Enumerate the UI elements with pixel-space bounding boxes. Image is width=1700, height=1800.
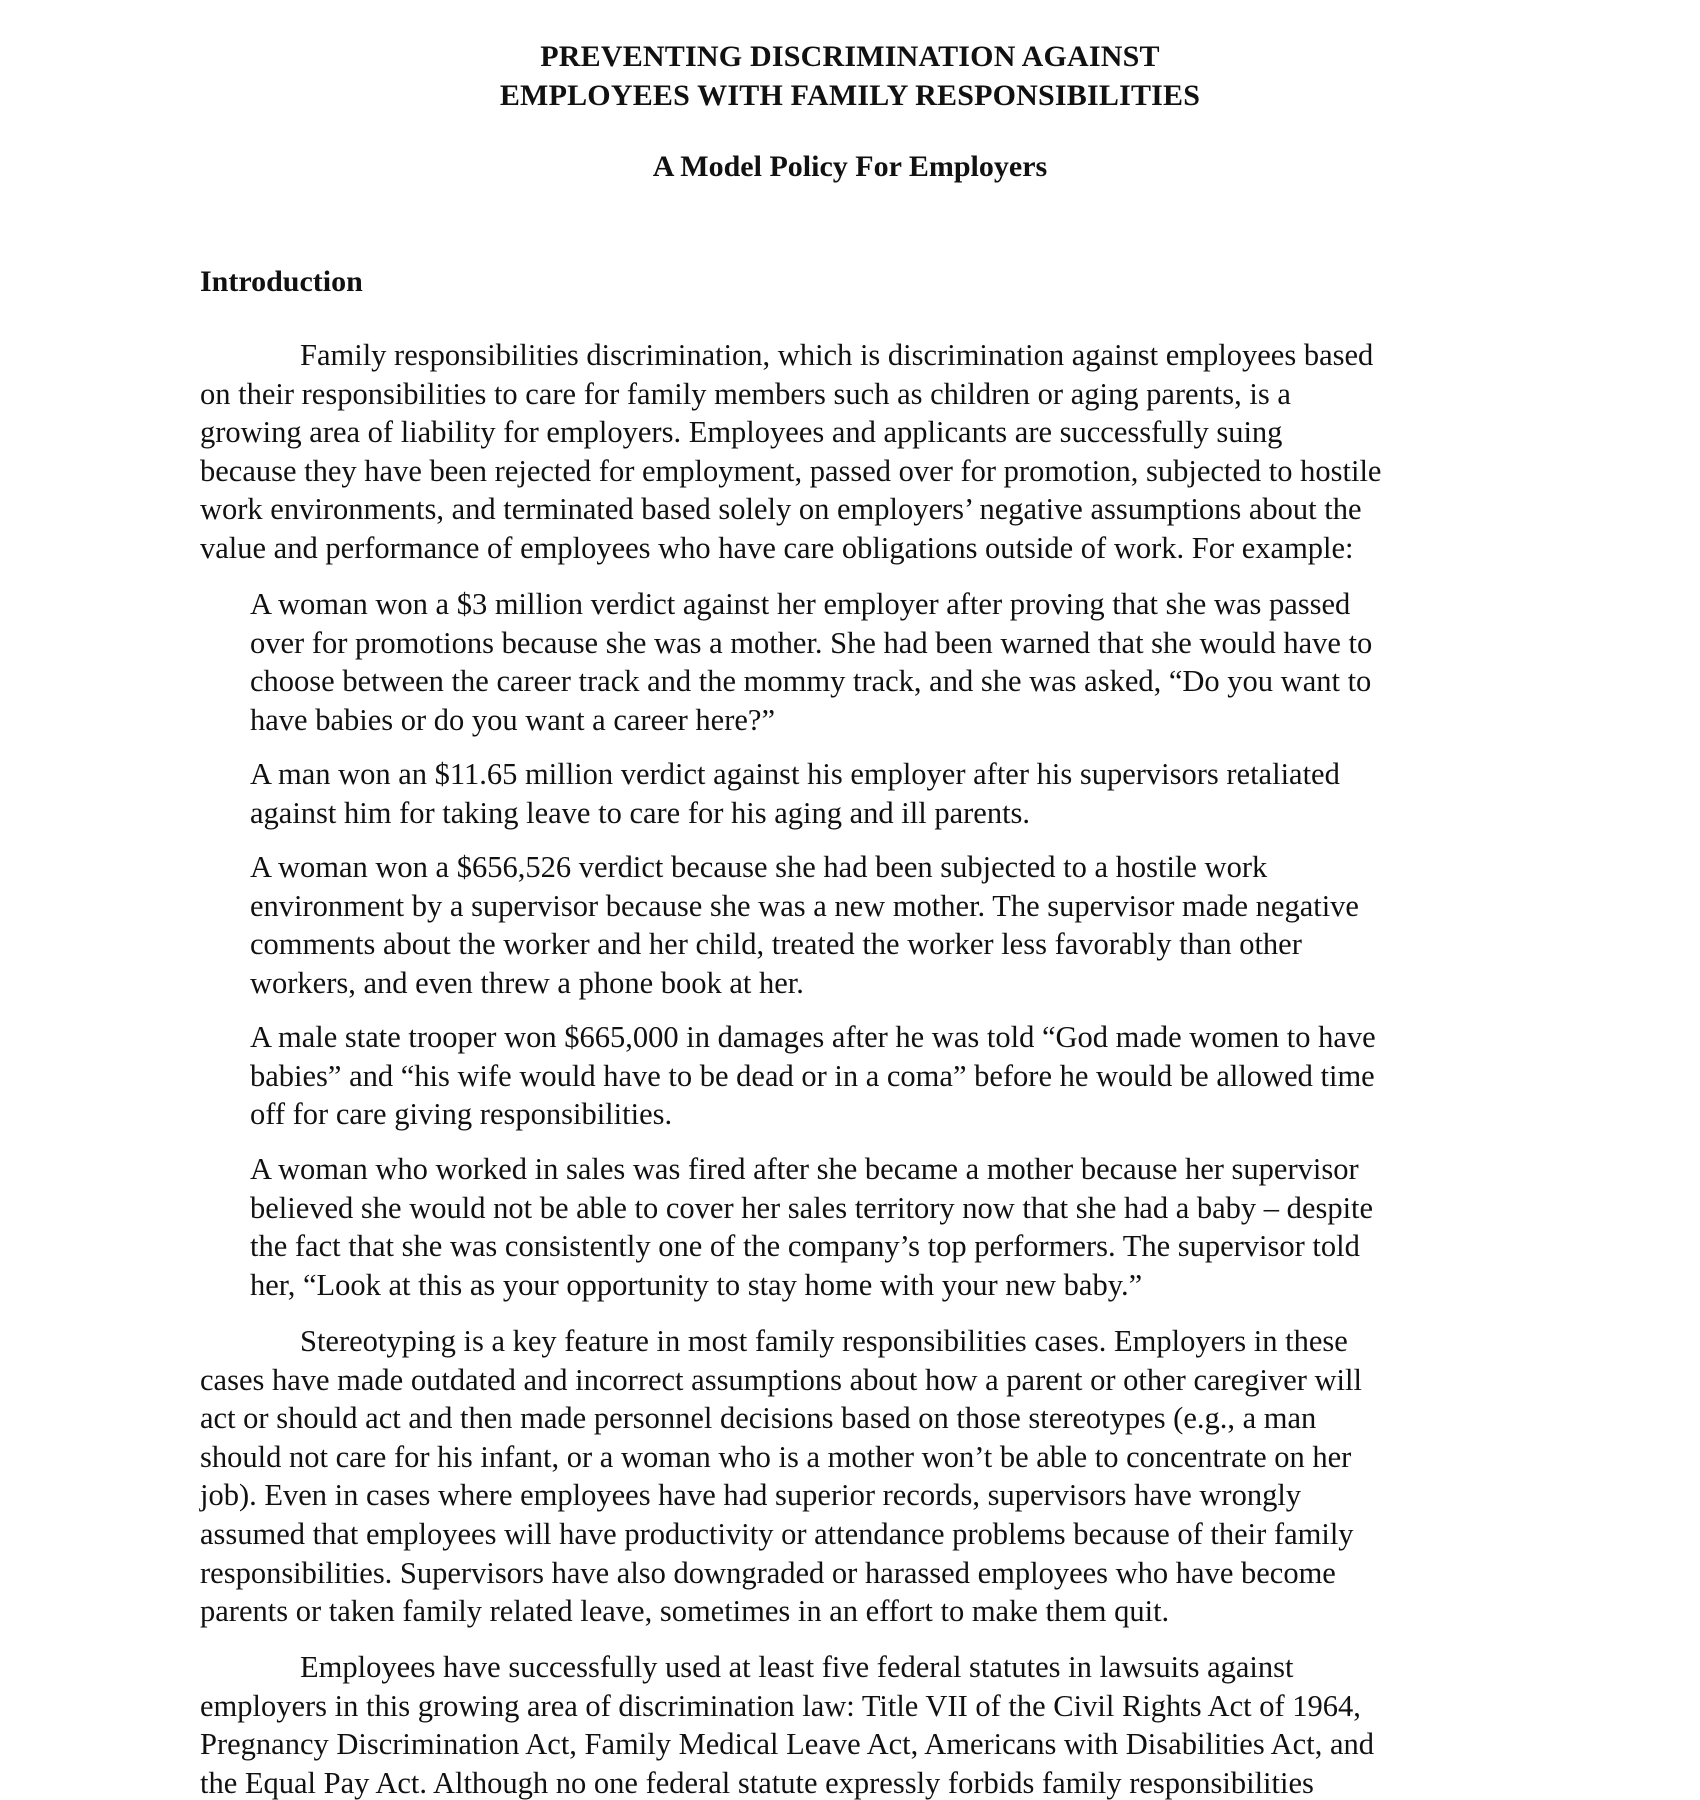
paragraph-line: babies” and “his wife would have to be dead or in a coma” before he would be allowed time [250,1058,1375,1093]
paragraph-line: cases have made outdated and incorrect assumptions about how a parent or other caregiver will [200,1362,1362,1397]
paragraph-line: should not care for his infant, or a woman who is a mother won’t be able to concentrate on her [200,1439,1352,1474]
example-paragraph-4 [250,1018,1376,1134]
paragraph-line: growing area of liability for employers. Employees and applicants are successfully suing [200,415,1283,450]
paragraph-line: employers in this growing area of discrimination law: Title VII of the Civil Rights Act of 1964, [200,1688,1361,1723]
paragraph-line: comments about the worker and her child, treated the worker less favorably than other [250,927,1302,962]
paragraph-line: the fact that she was consistently one of the company’s top performers. The supervisor told [250,1229,1360,1264]
example-paragraph-2 [250,755,1340,832]
paragraph-line: environment by a supervisor because she was a new mother. The supervisor made negative [250,888,1359,923]
paragraph-line: assumed that employees will have productivity or attendance problems because of their family [200,1516,1354,1551]
paragraph-line: responsibilities. Supervisors have also downgraded or harassed employees who have become [200,1555,1336,1590]
paragraph-line: job). Even in cases where employees have had superior records, supervisors have wrongly [200,1478,1302,1513]
paragraph-line: A woman won a $656,526 verdict because she had been subjected to a hostile work [250,850,1268,884]
document-title-line-1: PREVENTING DISCRIMINATION AGAINST [540,40,1160,73]
paragraph-line: work environments, and terminated based solely on employers’ negative assumptions about the [200,492,1362,527]
paragraph-line: believed she would not be able to cover her sales territory now that she had a baby – despite [250,1190,1374,1225]
paragraph-line: workers, and even threw a phone book at her. [250,965,804,1000]
intro-paragraph [200,336,1381,568]
paragraph-line: Family responsibilities discrimination, which is discrimination against employees based [300,338,1374,372]
paragraph-line: over for promotions because she was a mother. She had been warned that she would have to [250,625,1373,660]
paragraph-line: the Equal Pay Act. Although no one federal statute expressly forbids family responsibilities [200,1765,1314,1800]
example-paragraph-1 [250,585,1372,739]
paragraph-line: on their responsibilities to care for family members such as children or aging parents, is a [200,376,1291,411]
paragraph-line: have babies or do you want a career here?” [250,702,775,737]
paragraph-line: against him for taking leave to care for his aging and ill parents. [250,795,1031,830]
paragraph-line: Stereotyping is a key feature in most family responsibilities cases. Employers in these [300,1324,1348,1358]
example-paragraph-5 [250,1150,1373,1304]
paragraph-line: off for care giving responsibilities. [250,1097,673,1132]
section-heading-introduction: Introduction [200,265,363,298]
paragraph-line: A man won an $11.65 million verdict against his employer after his supervisors retaliated [250,757,1340,791]
stereotyping-paragraph [200,1322,1362,1631]
paragraph-line: value and performance of employees who have care obligations outside of work. For example: [200,530,1354,565]
paragraph-line: choose between the career track and the mommy track, and she was asked, “Do you want to [250,664,1372,699]
paragraph-line: parents or taken family related leave, sometimes in an effort to make them quit. [200,1594,1170,1629]
paragraph-line: her, “Look at this as your opportunity to stay home with your new baby.” [250,1267,1143,1302]
paragraph-line: A woman won a $3 million verdict against her employer after proving that she was passed [250,587,1351,621]
document-title-line-2: EMPLOYEES WITH FAMILY RESPONSIBILITIES [499,79,1201,112]
paragraph-line: Pregnancy Discrimination Act, Family Medical Leave Act, Americans with Disabilities Act, and [200,1727,1374,1762]
paragraph-line: A woman who worked in sales was fired after she became a mother because her supervisor [250,1152,1359,1186]
paragraph-line: act or should act and then made personnel decisions based on those stereotypes (e.g., a man [200,1401,1317,1436]
document-subtitle: A Model Policy For Employers [652,150,1048,183]
paragraph-line: because they have been rejected for employment, passed over for promotion, subjected to hostile [200,453,1382,488]
federal-statutes-paragraph [200,1648,1374,1800]
example-paragraph-3 [250,848,1359,1002]
paragraph-line: Employees have successfully used at least five federal statutes in lawsuits against [300,1650,1294,1684]
paragraph-line: A male state trooper won $665,000 in damages after he was told “God made women to have [250,1020,1376,1054]
